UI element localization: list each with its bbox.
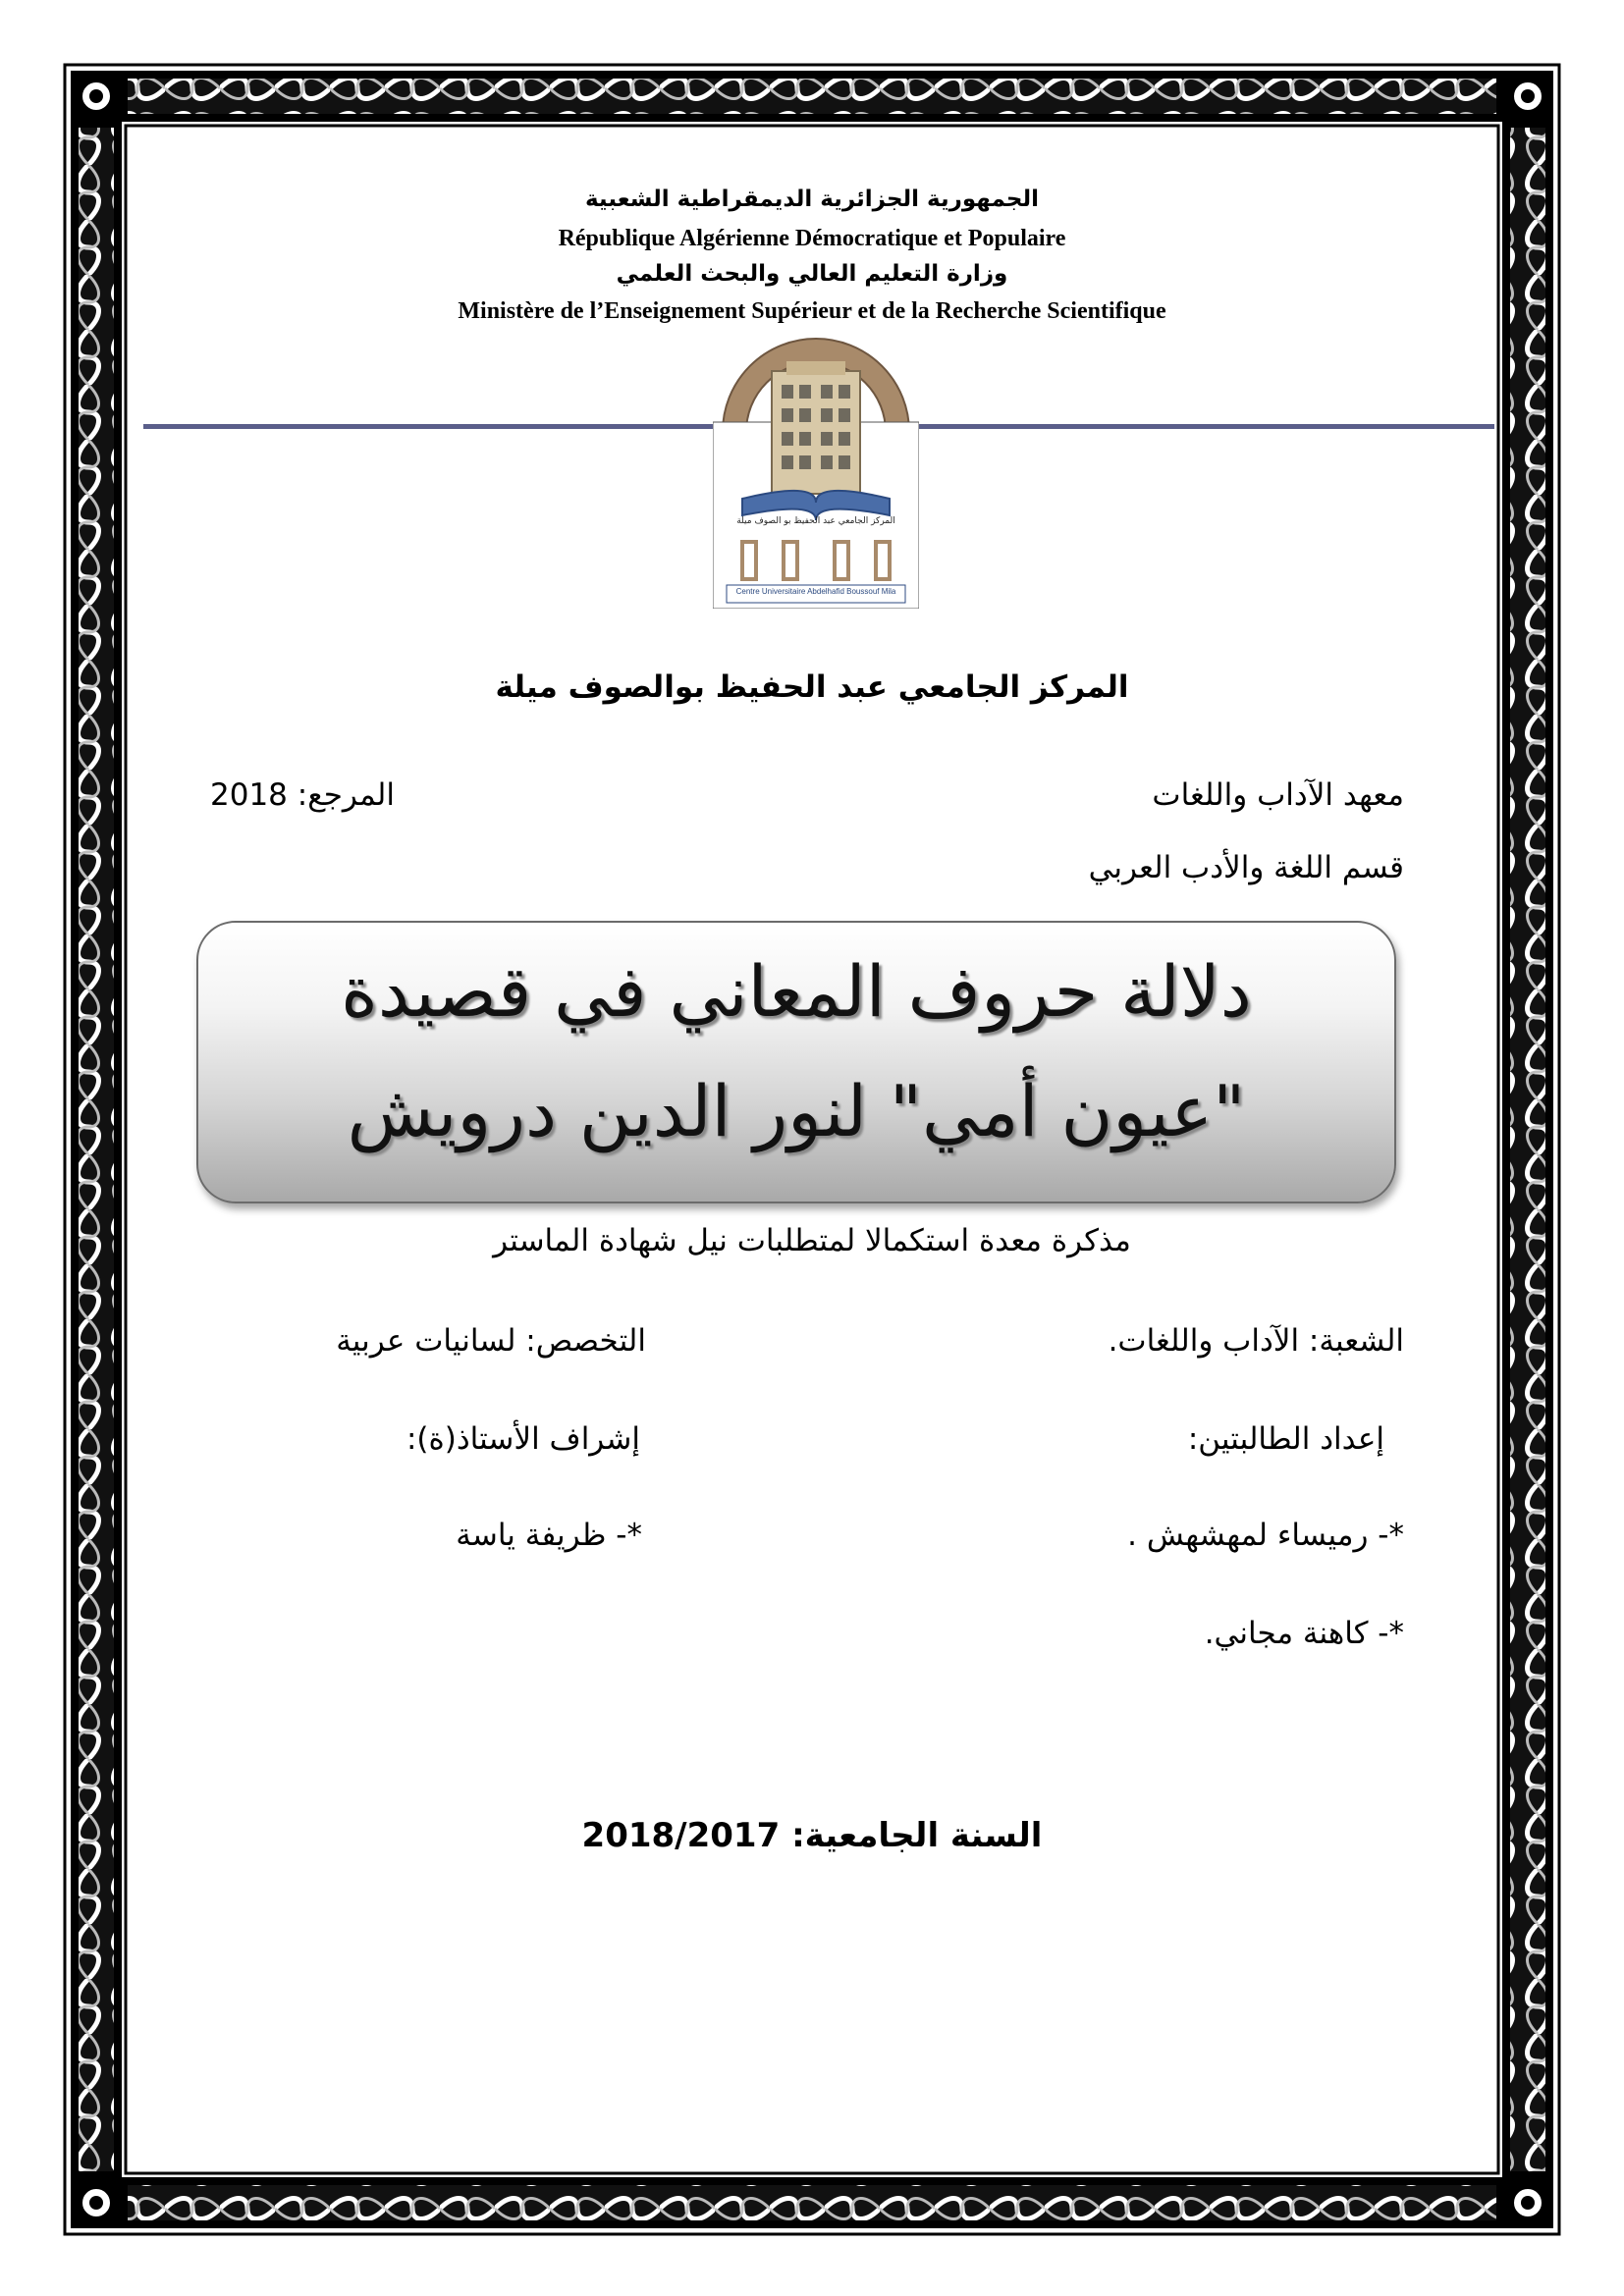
branch: الشعبة: الآداب واللغات. (1108, 1323, 1404, 1359)
thesis-title-line-2: "عيون أمي" لنور الدين درويش (347, 1070, 1246, 1152)
thesis-title-line-1: دلالة حروف المعاني في قصيدة (341, 950, 1252, 1033)
logo-emblem (713, 324, 919, 609)
institution-name: المركز الجامعي عبد الحفيظ بوالصوف ميلة (495, 669, 1129, 705)
specialty: التخصص: لسانيات عربية (336, 1323, 646, 1359)
institute-name: معهد الآداب واللغات (1152, 777, 1404, 813)
republic-arabic: الجمهورية الجزائرية الديمقراطية الشعبية (584, 187, 1040, 212)
thesis-title-box (196, 921, 1396, 1203)
prepared-by-label: إعداد الطالبتين: (1187, 1421, 1384, 1457)
supervisor-name: *- ظريفة ياسة (456, 1518, 642, 1553)
reference-number: المرجع: 2018 (210, 777, 395, 813)
ministry-arabic: وزارة التعليم العالي والبحث العلمي (616, 261, 1008, 287)
header-rule-left (143, 424, 713, 429)
student-1: *- رميساء لمهشهش . (1127, 1518, 1404, 1553)
university-logo (713, 324, 919, 609)
ministry-french: Ministère de l’Enseignement Supérieur et de la Recherche Scientifique (458, 298, 1166, 324)
student-2: *- كاهنة مجاني. (1204, 1616, 1404, 1651)
academic-year: السنة الجامعية: 2018/2017 (581, 1816, 1043, 1855)
republic-french: République Algérienne Démocratique et Populaire (558, 226, 1066, 251)
thesis-subtitle: مذكرة معدة استكمالا لمتطلبات نيل شهادة الماستر (493, 1223, 1131, 1258)
logo-caption-french: Centre Universitaire Abdelhafid Boussouf Mila (735, 587, 896, 596)
header-rule-right (919, 424, 1494, 429)
logo-caption-arabic: المركز الجامعي عبد الحفيظ بو الصوف ميلة (736, 516, 895, 526)
department-name: قسم اللغة والأدب العربي (1088, 850, 1404, 885)
supervisor-label: إشراف الأستاذ(ة): (406, 1421, 640, 1457)
